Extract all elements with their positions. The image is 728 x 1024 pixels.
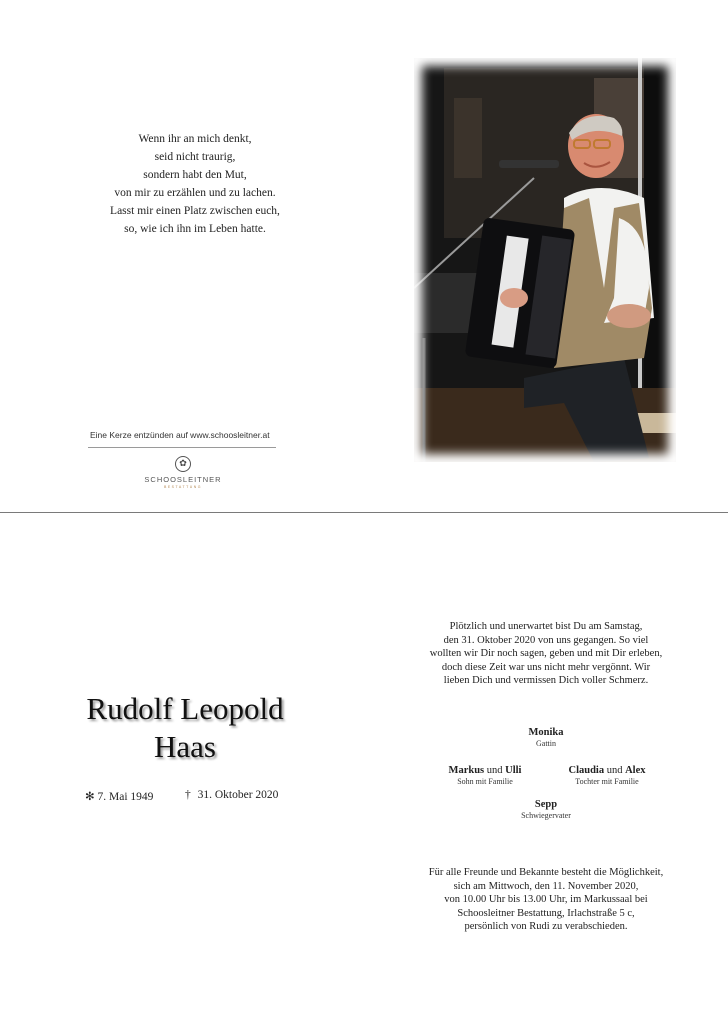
poem-line: sondern habt den Mut, xyxy=(143,169,247,181)
daughter-partner-name: Alex xyxy=(625,765,646,776)
cross-icon: † xyxy=(185,789,191,801)
spouse-name: Monika xyxy=(528,727,564,738)
poem-line: von mir zu erzählen und zu lachen. xyxy=(114,187,276,199)
first-names: Rudolf Leopold xyxy=(86,691,284,726)
family-son xyxy=(430,765,540,786)
farewell-text xyxy=(420,866,672,934)
poem-line: Wenn ihr an mich denkt, xyxy=(138,133,252,145)
family-father-in-law xyxy=(506,799,586,820)
son-relation: Sohn mit Familie xyxy=(457,777,513,786)
farewell-line: persönlich von Rudi zu verabschieden. xyxy=(464,921,628,932)
farewell-line: Für alle Freunde und Bekannte besteht die Möglichkeit, xyxy=(428,867,664,878)
poem xyxy=(80,130,310,238)
birth-date-text: 7. Mai 1949 xyxy=(97,791,154,803)
birth-date xyxy=(85,789,153,803)
death-date xyxy=(185,789,278,801)
last-name: Haas xyxy=(154,729,216,764)
announcement-line: Plötzlich und unerwartet bist Du am Samstag, xyxy=(449,621,643,632)
son-joiner: und xyxy=(484,765,506,776)
poem-line: Lasst mir einen Platz zwischen euch, xyxy=(110,205,280,217)
logo-name: SCHOOSLEITNER xyxy=(144,475,222,484)
poem-line: seid nicht traurig, xyxy=(154,151,236,163)
spouse-relation: Gattin xyxy=(536,739,556,748)
deceased-name xyxy=(60,690,310,766)
divider xyxy=(88,447,276,448)
announcement-line: doch diese Zeit war uns nicht mehr vergönnt. Wir xyxy=(441,661,651,673)
farewell-line: Schoosleitner Bestattung, Irlachstraße 5 c, xyxy=(457,907,635,919)
daughter-relation: Tochter mit Familie xyxy=(575,777,639,786)
father-in-law-name: Sepp xyxy=(534,799,558,810)
announcement-line: den 31. Oktober 2020 von uns gegangen. So viel xyxy=(443,634,649,646)
father-in-law-relation: Schwiegervater xyxy=(521,811,571,820)
portrait-photo xyxy=(414,58,676,462)
family-spouse xyxy=(506,727,586,748)
farewell-line: von 10.00 Uhr bis 13.00 Uhr, im Markussaal bei xyxy=(444,894,648,905)
son-partner-name: Ulli xyxy=(505,765,522,776)
birth-star-icon: ✻ xyxy=(85,791,95,803)
fold-line xyxy=(0,512,728,513)
son-name: Markus xyxy=(448,765,485,776)
funeral-home-logo xyxy=(140,456,226,489)
poem-line: so, wie ich ihn im Leben hatte. xyxy=(124,223,266,235)
candle-link-text: Eine Kerze entzünden auf www.schoosleitner.at xyxy=(90,430,270,440)
announcement-line: lieben Dich und vermissen Dich voller Schmerz. xyxy=(443,675,649,686)
announcement-line: wollten wir Dir noch sagen, geben und mit Dir erleben, xyxy=(429,648,663,659)
rose-emblem-icon: ✿ xyxy=(175,456,191,472)
daughter-joiner: und xyxy=(604,765,626,776)
death-date-text: 31. Oktober 2020 xyxy=(197,789,279,801)
portrait-illustration xyxy=(414,58,676,462)
logo-subtitle: BESTATTUNG xyxy=(163,485,202,489)
daughter-name: Claudia xyxy=(568,765,605,776)
family-daughter xyxy=(552,765,662,786)
announcement-text xyxy=(420,620,672,688)
farewell-line: sich am Mittwoch, den 11. November 2020, xyxy=(453,880,639,892)
